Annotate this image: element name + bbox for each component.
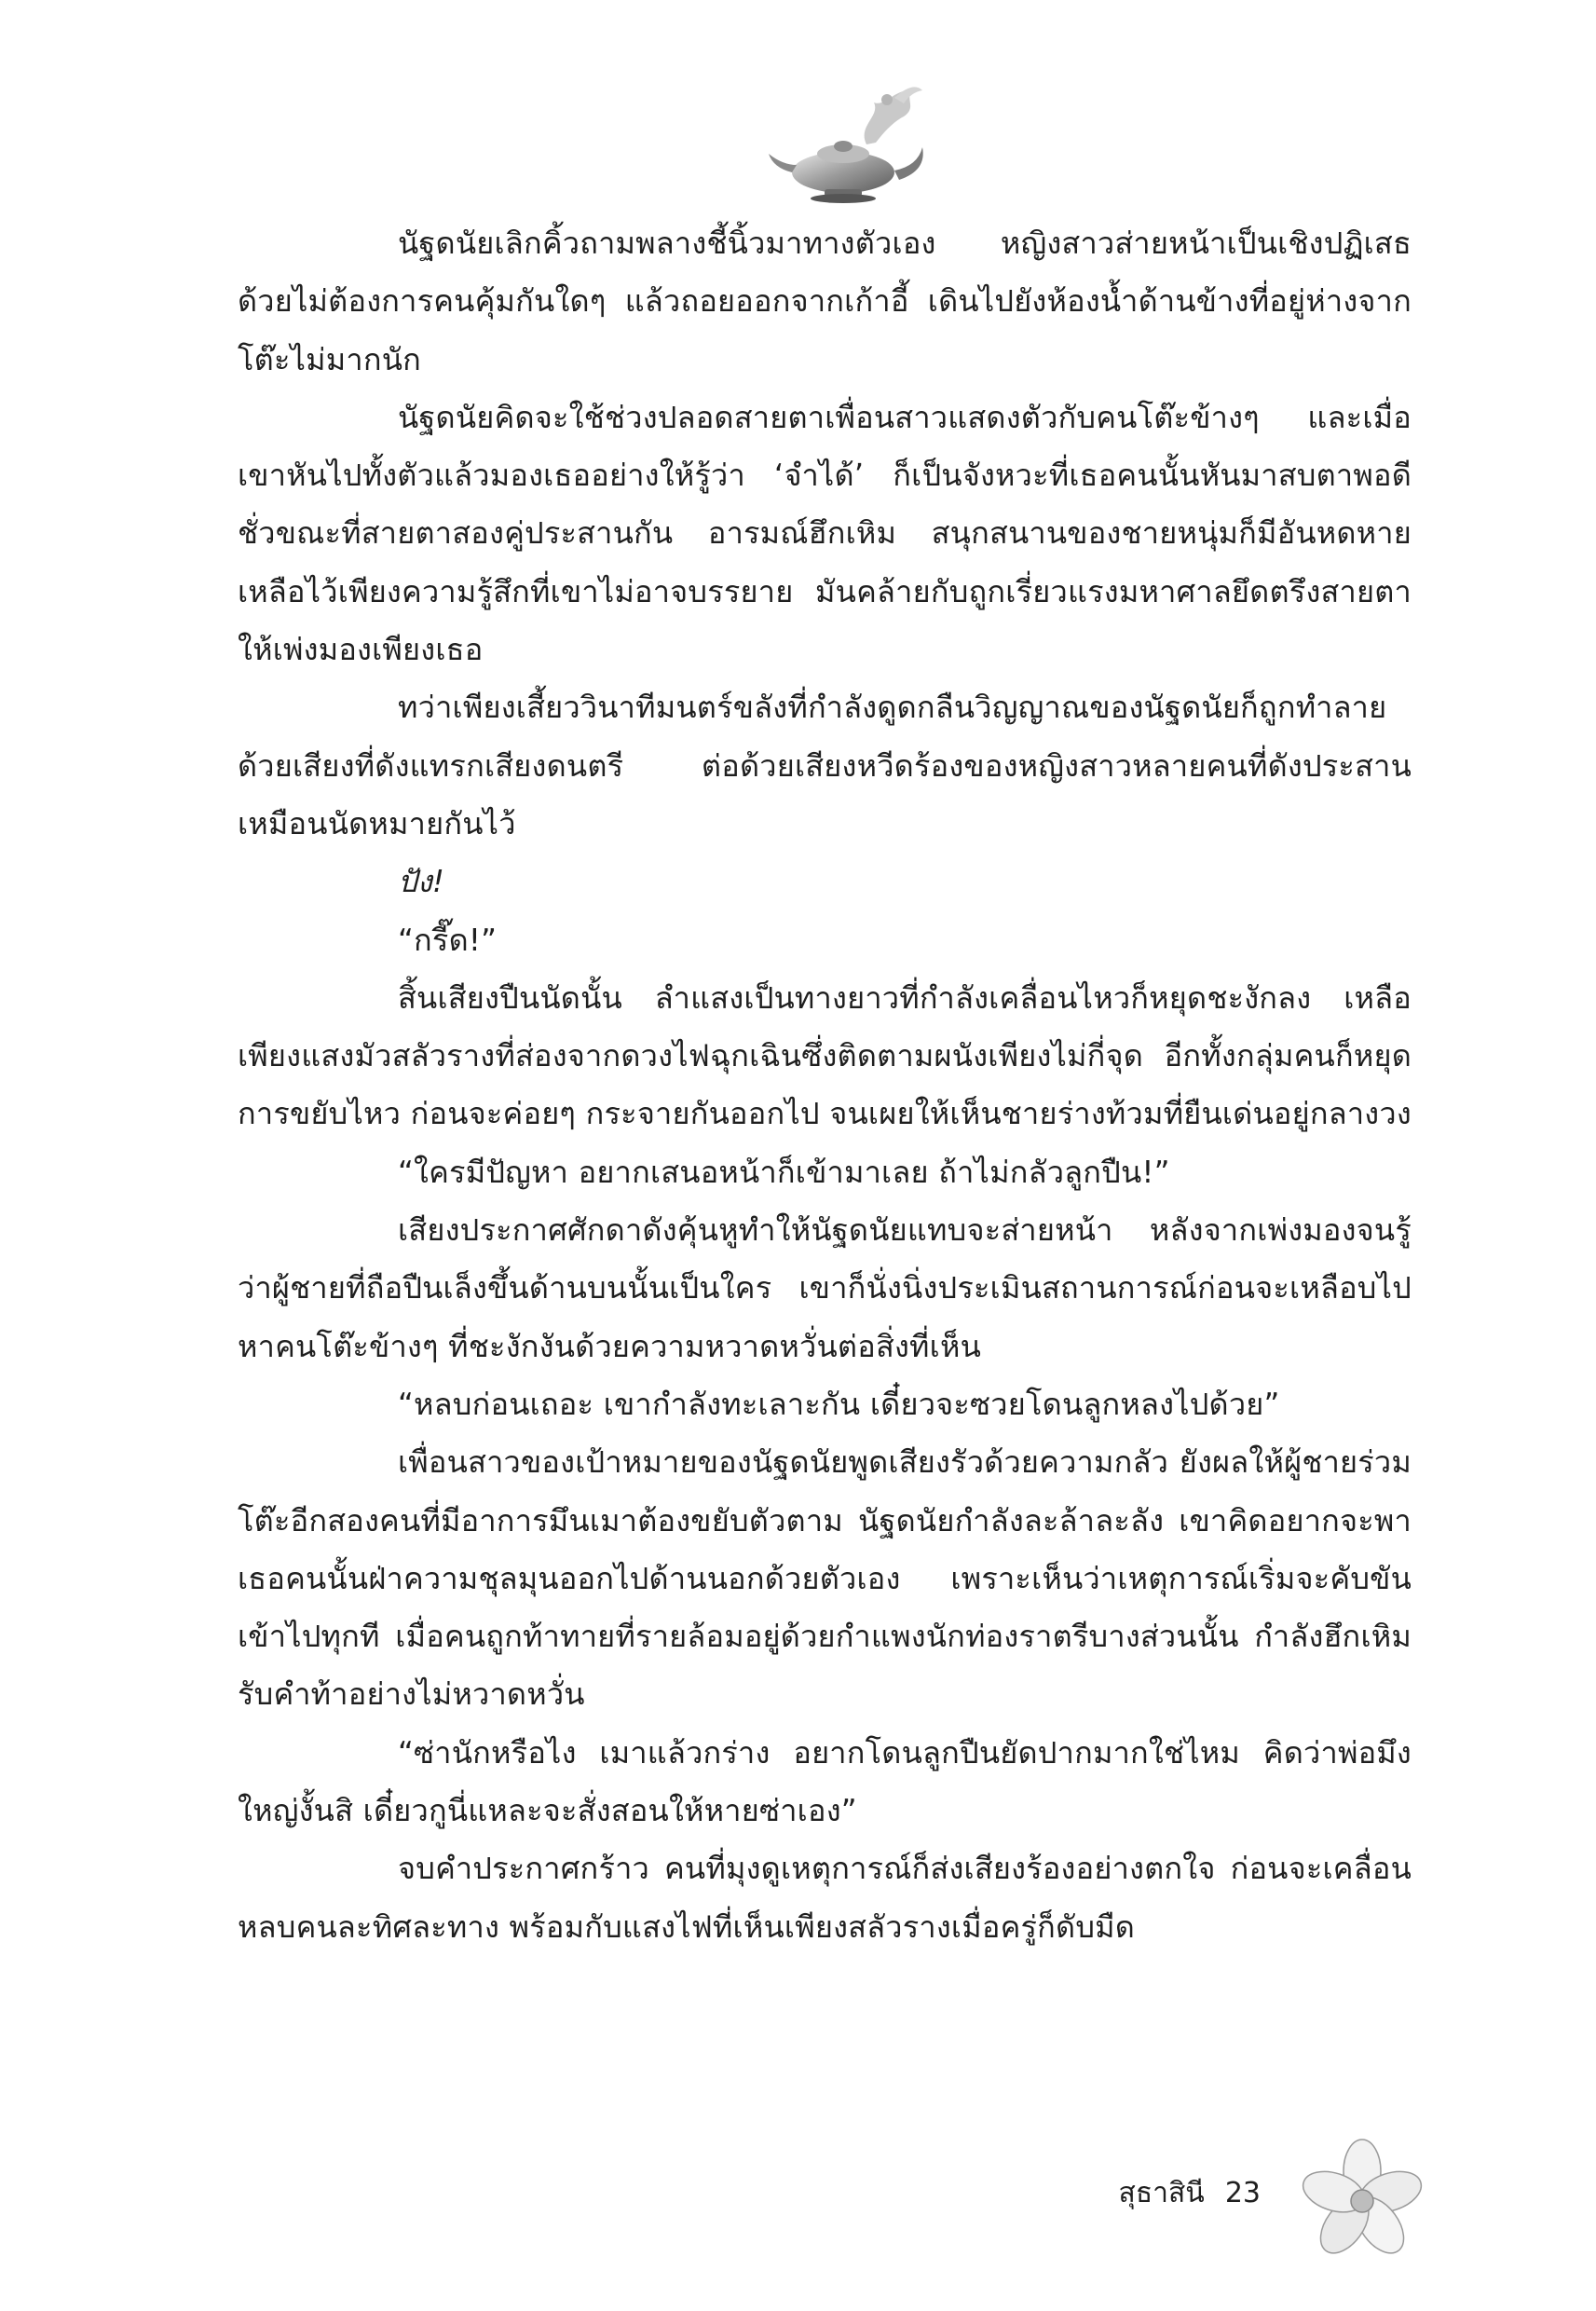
frangipani-flower-icon — [1295, 2134, 1430, 2269]
story-text — [238, 214, 1412, 1956]
dialogue: “ซ่านักหรือไง เมาแล้วกร่าง อยากโดนลูกปืนยัดปากมากใช่ไหม คิดว่าพ่อมึงใหญ่งั้นสิ เดี๋ยวกูนี่แหละจะสั่งสอนให้หายซ่าเอง” — [238, 1734, 1412, 1829]
dialogue: “ใครมีปัญหา อยากเสนอหน้าก็เข้ามาเลย ถ้าไม่กลัวลูกปืน!” — [398, 1154, 1170, 1190]
dialogue: “หลบก่อนเถอะ เขากำลังทะเลาะกัน เดี๋ยวจะซวยโดนลูกหลงไปด้วย” — [398, 1386, 1280, 1422]
paragraph: เสียงประกาศศักดาดังคุ้นหูทำให้นัฐดนัยแทบจะส่ายหน้า หลังจากเพ่งมองจนรู้ว่าผู้ชายที่ถือปืนเล็งขึ้นด้านบนนั้นเป็นใคร เขาก็นั่งนิ่งประเมินสถานการณ์ก่อนจะเหลือบไปหาคนโต๊ะข้างๆ ที่ชะงักงันด้วยความหวาดหวั่นต่อสิ่งที่เห็น — [238, 1212, 1412, 1364]
lamp-with-cupid-icon — [755, 79, 950, 210]
paragraph: จบคำประกาศกร้าว คนที่มุงดูเหตุการณ์ก็ส่งเสียงร้องอย่างตกใจ ก่อนจะเคลื่อนหลบคนละทิศละทาง พร้อมกับแสงไฟที่เห็นเพียงสลัวรางเมื่อครู่ก็ดับมืด — [238, 1851, 1412, 1945]
paragraph: นัฐดนัยคิดจะใช้ช่วงปลอดสายตาเพื่อนสาวแสดงตัวกับคนโต๊ะข้างๆ และเมื่อเขาหันไปทั้งตัวแล้วมองเธออย่างให้รู้ว่า ‘จำได้’ ก็เป็นจังหวะที่เธอคนนั้นหันมาสบตาพอดี ชั่วขณะที่สายตาสองคู่ประสานกัน อารมณ์ฮึกเหิม สนุกสนานของชายหนุ่มก็มีอันหดหาย เหลือไว้เพียงความรู้สึกที่เขาไม่อาจบรรยาย มันคล้ายกับถูกเรี่ยวแรงมหาศาลยึดตรึงสายตาให้เพ่งมองเพียงเธอ — [238, 399, 1412, 668]
page-footer — [1119, 2171, 1261, 2215]
dialogue: “กรี๊ด!” — [398, 922, 498, 958]
book-title: สุธาสินี — [1118, 2177, 1205, 2209]
paragraph: เพื่อนสาวของเป้าหมายของนัฐดนัยพูดเสียงรัวด้วยความกลัว ยังผลให้ผู้ชายร่วมโต๊ะอีกสองคนที่มีอาการมึนเมาต้องขยับตัวตาม นัฐดนัยกำลังละล้าละลัง เขาคิดอยากจะพาเธอคนนั้นฝ่าความชุลมุนออกไปด้านนอกด้วยตัวเอง เพราะเห็นว่าเหตุการณ์เริ่มจะคับขันเข้าไปทุกที เมื่อคนถูกท้าทายที่รายล้อมอยู่ด้วยกำแพงนักท่องราตรีบางส่วนนั้น กำลังฮึกเหิมรับคำท้าอย่างไม่หวาดหวั่น — [238, 1444, 1412, 1713]
sound-effect: ปัง! — [398, 864, 445, 900]
page-number: 23 — [1224, 2177, 1261, 2209]
paragraph: นัฐดนัยเลิกคิ้วถามพลางชี้นิ้วมาทางตัวเอง หญิงสาวส่ายหน้าเป็นเชิงปฏิเสธ ด้วยไม่ต้องการคนคุ้มกันใดๆ แล้วถอยออกจากเก้าอี้ เดินไปยังห้องน้ำด้านข้างที่อยู่ห่างจากโต๊ะไม่มากนัก — [238, 226, 1412, 377]
paragraph: ทว่าเพียงเสี้ยววินาทีมนตร์ขลังที่กำลังดูดกลืนวิญญาณของนัฐดนัยก็ถูกทำลายด้วยเสียงที่ดังแทรกเสียงดนตรี ต่อด้วยเสียงหวีดร้องของหญิงสาวหลายคนที่ดังประสานเหมือนนัดหมายกันไว้ — [238, 690, 1412, 841]
paragraph: สิ้นเสียงปืนนัดนั้น ลำแสงเป็นทางยาวที่กำลังเคลื่อนไหวก็หยุดชะงักลง เหลือเพียงแสงมัวสลัวรางที่ส่องจากดวงไฟฉุกเฉินซึ่งติดตามผนังเพียงไม่กี่จุด อีกทั้งกลุ่มคนก็หยุดการขยับไหว ก่อนจะค่อยๆ กระจายกันออกไป จนเผยให้เห็นชายร่างท้วมที่ยืนเด่นอยู่กลางวง — [238, 979, 1412, 1132]
